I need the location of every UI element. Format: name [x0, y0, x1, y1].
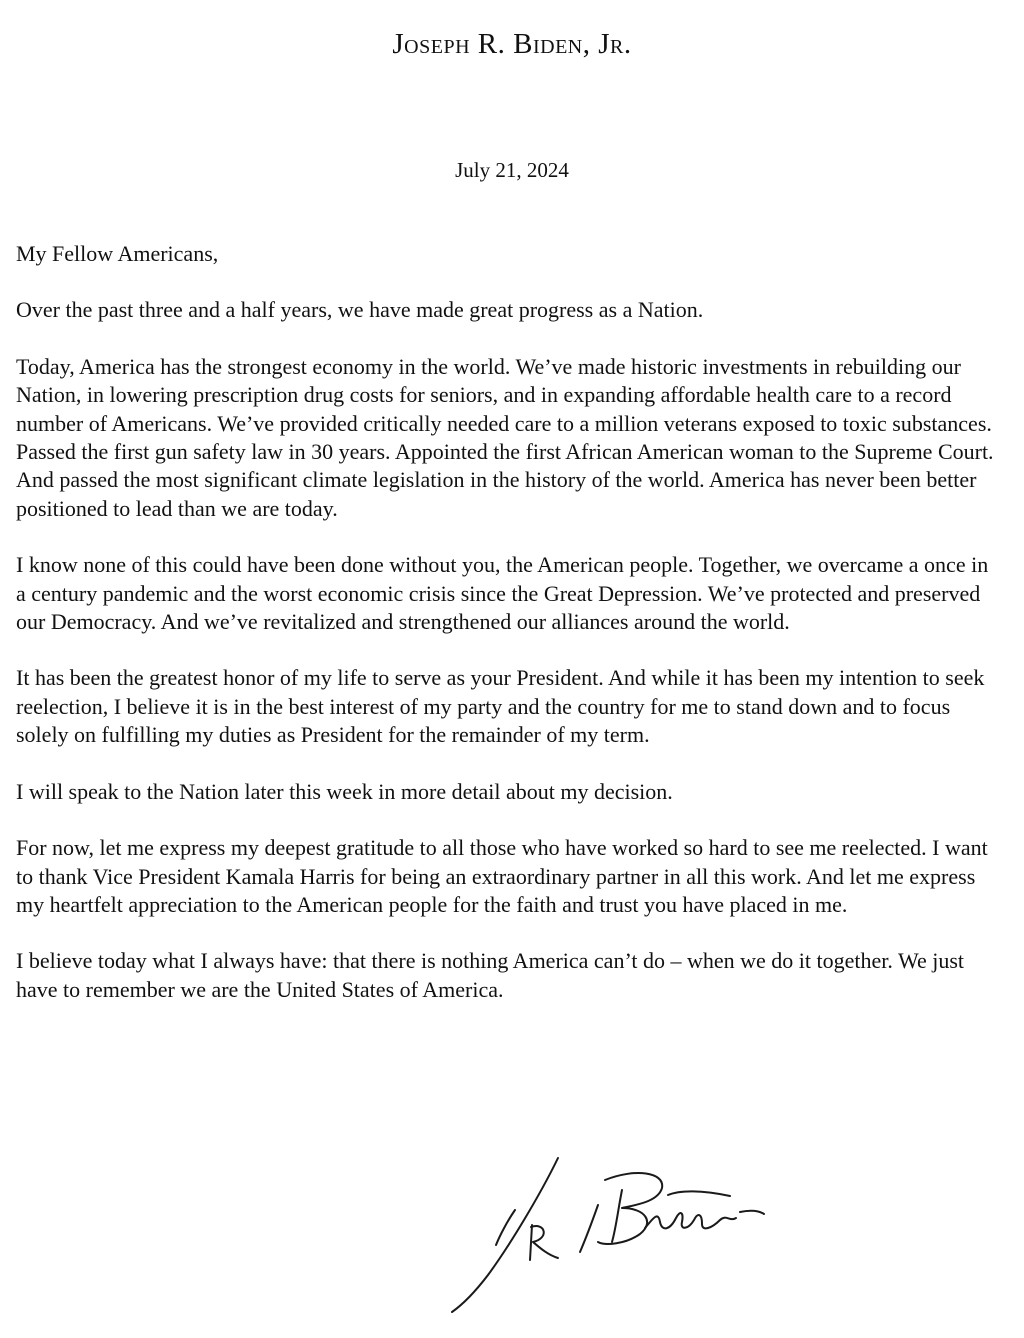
handwritten-signature-icon — [440, 1150, 780, 1320]
paragraph-7: I believe today what I always have: that there is nothing America can’t do – when we do it together. We just have to remember we are the United States of America. — [16, 948, 965, 1002]
letterhead: Joseph R. Biden, Jr. — [392, 28, 632, 60]
letter-date: July 21, 2024 — [455, 158, 569, 182]
paragraph-3: I know none of this could have been done without you, the American people. Together, we overcame a once in a century pandemic and the worst economic crisis since the Great Depression. We’ve protected and preserved our Democracy. And we’ve revitalized and strengthened our alliances around the world. — [16, 552, 989, 635]
paragraph-6: For now, let me express my deepest gratitude to all those who have worked so hard to see me reelected. I want to thank Vice President Kamala Harris for being an extraordinary partner in all this work. And let me express my heartfelt appreciation to the American people for the faith and trust you have placed in me. — [16, 835, 988, 917]
paragraph-4: It has been the greatest honor of my life to serve as your President. And while it has been my intention to seek reelection, I believe it is in the best interest of my party and the country for me to stand down and to focus solely on fulfilling my duties as President for the remainder of my term. — [16, 665, 985, 748]
letter-body — [16, 240, 1001, 1032]
paragraph-2: Today, America has the strongest economy in the world. We’ve made historic investments in rebuilding our Nation, in lowering prescription drug costs for seniors, and in expanding affordable health care to a record number of Americans. We’ve provided critically needed care to a million veterans exposed to toxic substances. Passed the first gun safety law in 30 years. Appointed the first African American woman to the Supreme Court. And passed the most significant climate legislation in the history of the world. America has never been better positioned to lead than we are today. — [16, 353, 994, 521]
salutation: My Fellow Americans, — [16, 241, 219, 266]
paragraph-1: Over the past three and a half years, we have made great progress as a Nation. — [16, 297, 704, 323]
paragraph-5: I will speak to the Nation later this week in more detail about my decision. — [16, 778, 673, 804]
